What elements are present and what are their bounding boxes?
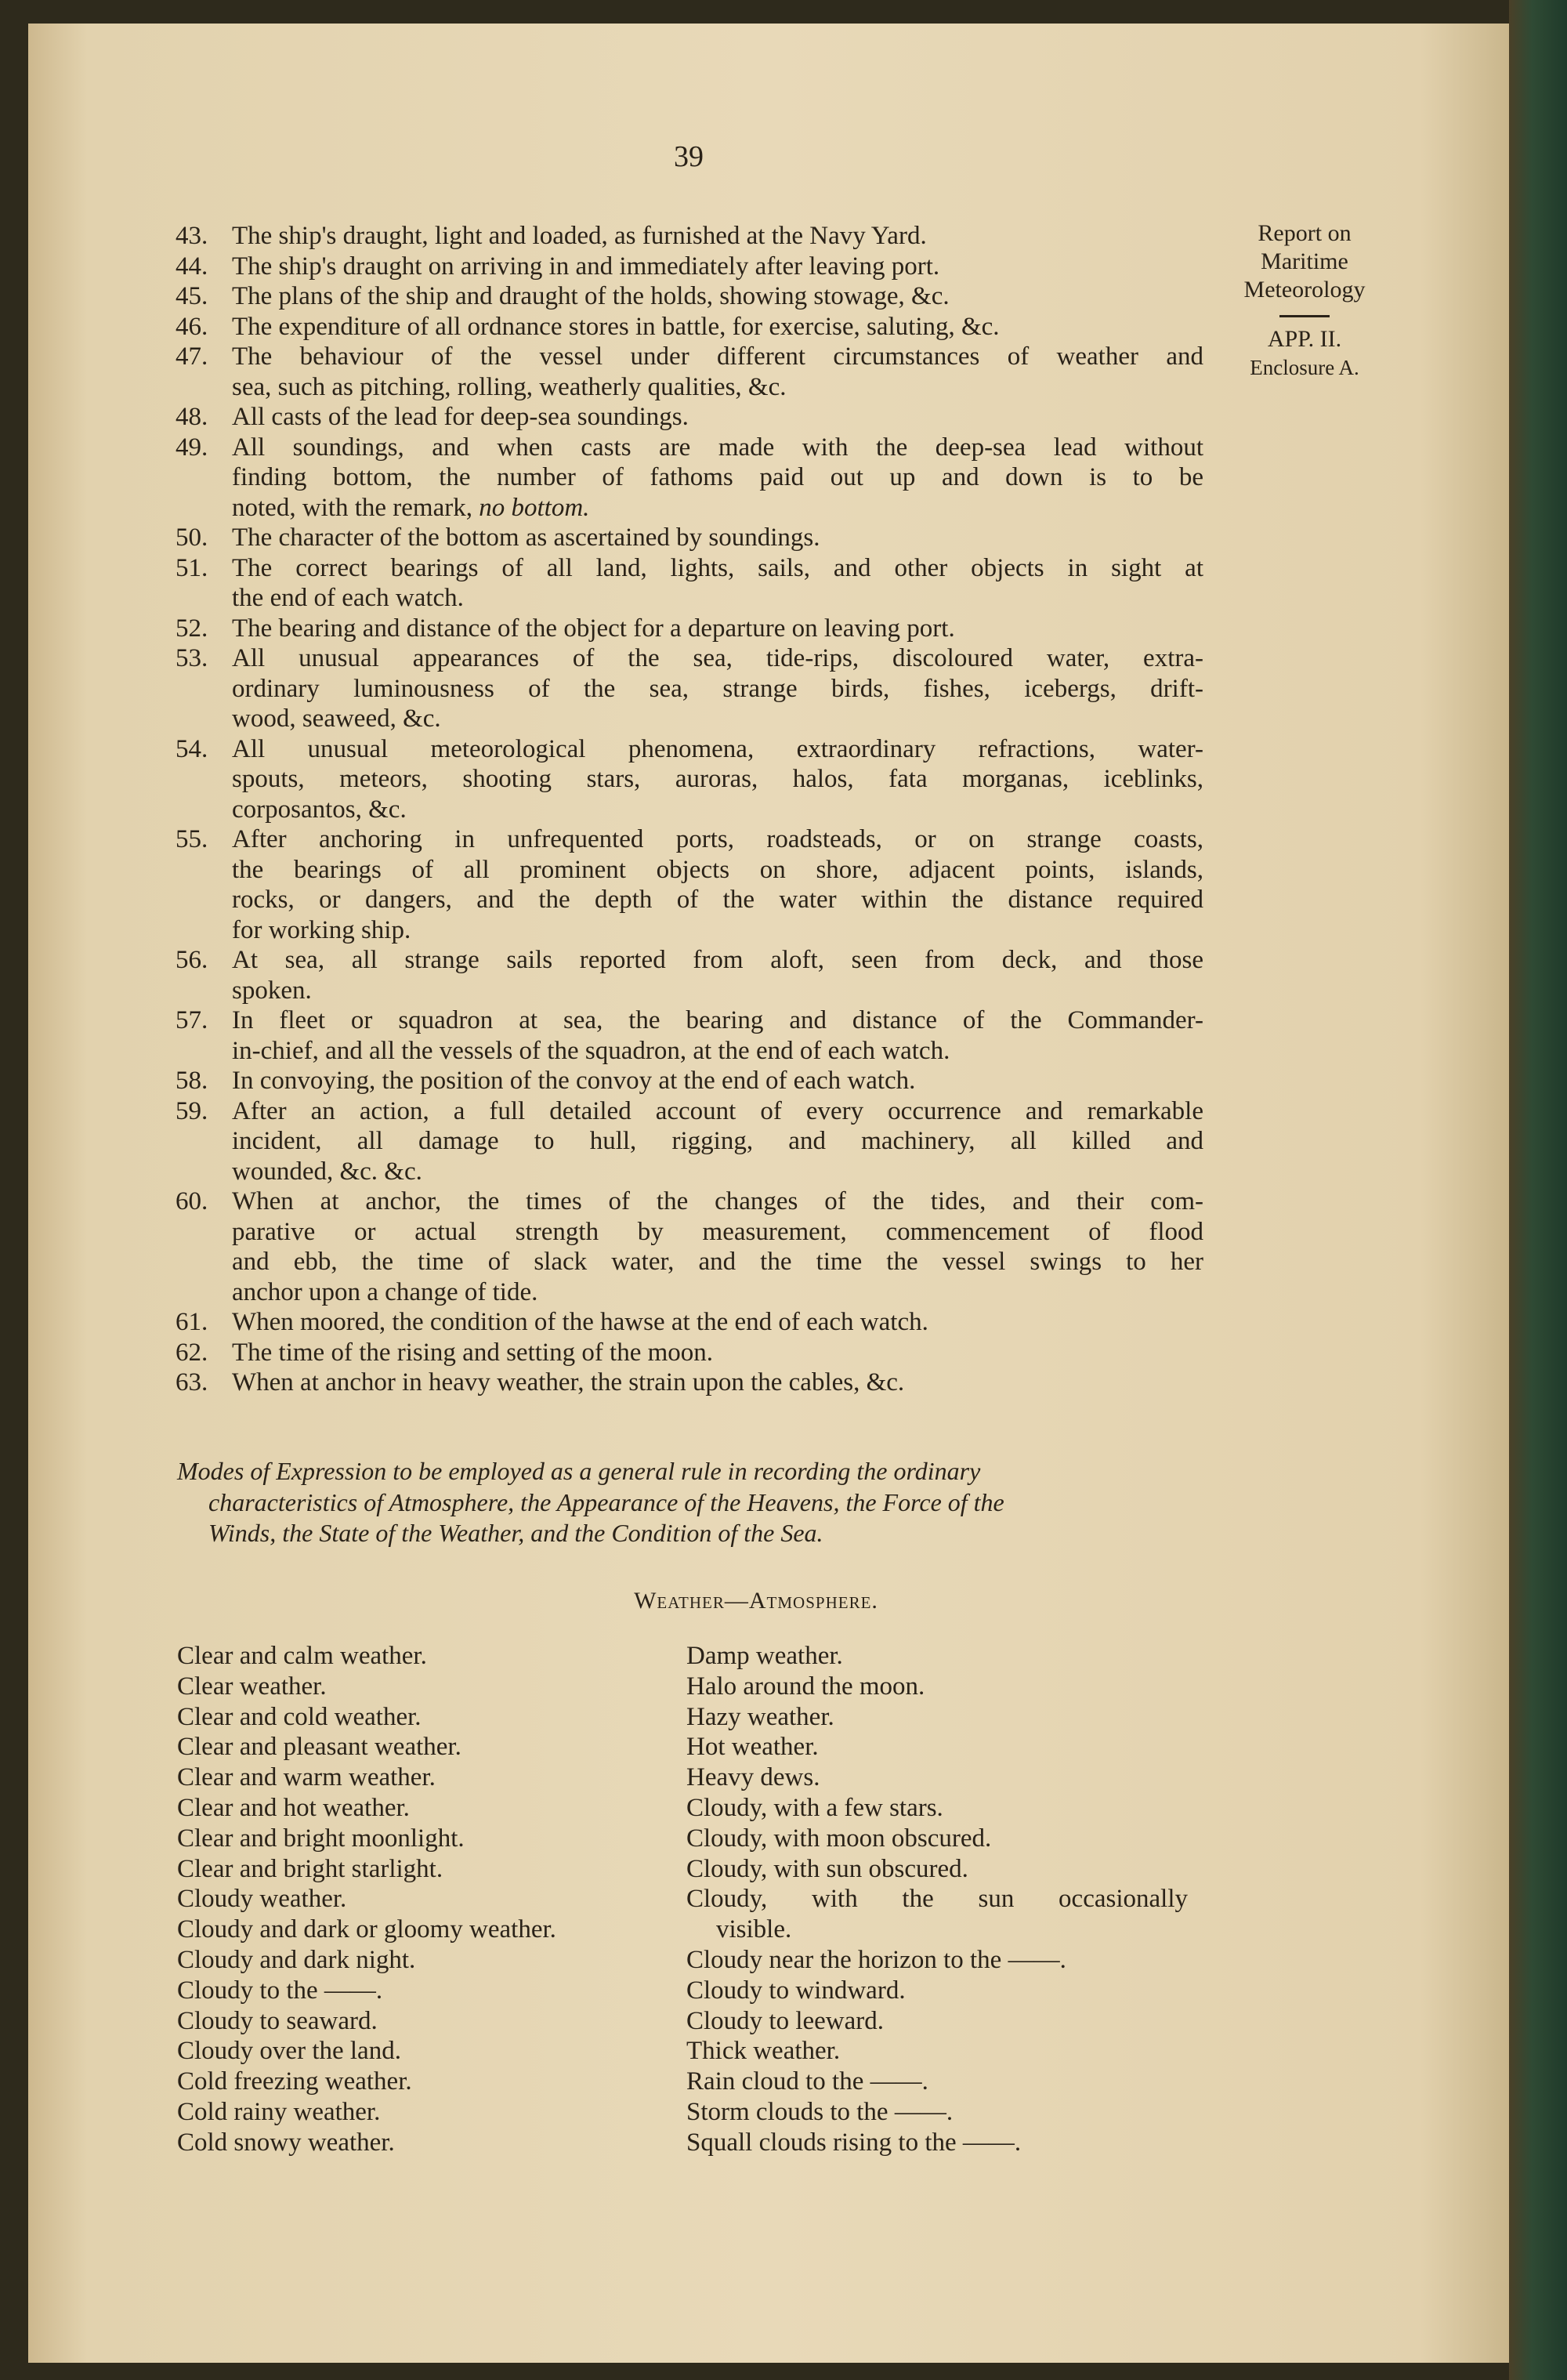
weather-phrase: Damp weather. [686, 1642, 843, 1670]
list-item [176, 342, 1203, 402]
list-item [176, 252, 1203, 282]
item-text-line: the bearings of all prominent objects on shore, adjacent points, islands, [232, 855, 1203, 884]
item-number: 43. [176, 222, 208, 250]
list-item [176, 433, 1203, 523]
item-text-line: When at anchor in heavy weather, the strain upon the cables, &c. [232, 1368, 905, 1396]
weather-phrase: Clear and bright moonlight. [177, 1824, 465, 1853]
item-number: 58. [176, 1067, 208, 1095]
weather-phrase: Halo around the moon. [686, 1672, 925, 1701]
item-text-line: The expenditure of all ordnance stores in battle, for exercise, saluting, &c. [232, 312, 1000, 341]
weather-phrase: Cloudy, with moon obscured. [686, 1824, 992, 1853]
weather-phrase: Rain cloud to the ——. [686, 2067, 928, 2096]
item-text-line: parative or actual strength by measurement, commencement of flood [232, 1217, 1203, 1246]
weather-phrase: Cloudy near the horizon to the ——. [686, 1945, 1066, 1974]
item-text-line: At sea, all strange sails reported from aloft, seen from deck, and those [232, 946, 1203, 974]
item-number: 54. [176, 734, 208, 763]
item-text-line: The behaviour of the vessel under different circumstances of weather and [232, 342, 1203, 371]
weather-phrase: Hazy weather. [686, 1702, 834, 1731]
weather-phrase: Heavy dews. [686, 1763, 820, 1792]
item-text-line: The plans of the ship and draught of the holds, showing stowage, &c. [232, 282, 950, 310]
item-number: 62. [176, 1338, 208, 1367]
item-number: 59. [176, 1096, 208, 1125]
book-binding-edge [1509, 0, 1567, 2380]
weather-phrase: Cloudy weather. [177, 1885, 347, 1914]
margin-note-line: Meteorology [1243, 277, 1366, 302]
weather-phrase: Clear and calm weather. [177, 1642, 427, 1670]
item-number: 47. [176, 342, 208, 371]
item-text-line: spouts, meteors, shooting stars, auroras, halos, fata morganas, iceblinks, [232, 765, 1203, 793]
item-number: 61. [176, 1308, 208, 1336]
list-item [176, 1096, 1203, 1187]
item-number: 55. [176, 825, 208, 853]
weather-phrase: Cold freezing weather. [177, 2067, 412, 2096]
margin-note-enclosure: Enclosure A. [1250, 356, 1359, 379]
item-number: 48. [176, 403, 208, 431]
item-number: 50. [176, 523, 208, 552]
item-text-line: In fleet or squadron at sea, the bearing and distance of the Commander- [232, 1006, 1203, 1034]
weather-phrase: Storm clouds to the ——. [686, 2097, 954, 2126]
item-number: 44. [176, 252, 208, 281]
list-item [176, 1066, 1203, 1096]
item-number: 51. [176, 553, 208, 582]
item-text-line: After anchoring in unfrequented ports, roadsteads, or on strange coasts, [232, 825, 1203, 853]
margin-note-line: Maritime [1261, 248, 1348, 274]
item-text-line: In convoying, the position of the convoy at the end of each watch. [232, 1067, 916, 1095]
item-number: 53. [176, 644, 208, 672]
item-number: 56. [176, 946, 208, 974]
heading-line: characteristics of Atmosphere, the Appearance of the Heavens, the Force of the [208, 1487, 1004, 1516]
list-item [176, 945, 1203, 1005]
item-text-line: All unusual appearances of the sea, tide-rips, discoloured water, extra- [232, 644, 1203, 672]
weather-phrase: Squall clouds rising to the ——. [686, 2128, 1022, 2157]
item-number: 46. [176, 312, 208, 341]
heading-line: Modes of Expression to be employed as a general rule in recording the ordinary [177, 1457, 981, 1485]
section-heading [177, 1456, 1203, 1549]
subheading-text: Weather—Atmosphere. [634, 1588, 878, 1614]
right-column [686, 1641, 1188, 2158]
weather-phrase: Clear weather. [177, 1672, 327, 1701]
weather-phrase: Cloudy, with the sun occasionally [686, 1885, 1188, 1914]
list-item [176, 643, 1203, 734]
item-text-line: incident, all damage to hull, rigging, and machinery, all killed and [232, 1127, 1203, 1155]
weather-phrase: Cloudy and dark night. [177, 1945, 416, 1974]
list-item [176, 281, 1203, 312]
item-number: 63. [176, 1368, 208, 1396]
item-text-line: All unusual meteorological phenomena, extraordinary refractions, water- [232, 734, 1203, 763]
item-number: 45. [176, 282, 208, 310]
margin-note [1218, 219, 1391, 382]
weather-phrase: Clear and bright starlight. [177, 1854, 443, 1883]
item-text-line: The ship's draught on arriving in and immediately after leaving port. [232, 252, 940, 281]
item-text-line: for working ship. [232, 915, 411, 944]
item-number: 57. [176, 1006, 208, 1034]
weather-phrase: Cloudy to seaward. [177, 2006, 378, 2035]
list-item [176, 1368, 1203, 1398]
weather-phrase: Cloudy to the ——. [177, 1976, 383, 2005]
item-text-line: When moored, the condition of the hawse at the end of each watch. [232, 1308, 928, 1336]
weather-phrase: Clear and hot weather. [177, 1793, 410, 1822]
list-item [176, 614, 1203, 644]
weather-phrase: Clear and warm weather. [177, 1763, 436, 1792]
list-item [176, 1338, 1203, 1368]
weather-phrase: Cloudy to leeward. [686, 2006, 885, 2035]
item-text-line: The time of the rising and setting of the moon. [232, 1338, 714, 1367]
item-text-line: The correct bearings of all land, lights, sails, and other objects in sight at [232, 553, 1203, 582]
item-text-line: All soundings, and when casts are made with the deep-sea lead without [232, 433, 1203, 462]
margin-note-line: Report on [1258, 220, 1352, 246]
page-number: 39 [674, 140, 704, 173]
list-item [176, 824, 1203, 945]
weather-phrase: Cloudy, with sun obscured. [686, 1854, 968, 1883]
heading-line: Winds, the State of the Weather, and the Condition of the Sea. [208, 1519, 823, 1547]
subheading [0, 1588, 1567, 1614]
weather-phrase: Cloudy and dark or gloomy weather. [177, 1915, 556, 1944]
list-item [176, 312, 1203, 342]
left-column [177, 1641, 556, 2158]
list-item [176, 734, 1203, 825]
item-text-line: sea, such as pitching, rolling, weatherly qualities, &c. [232, 372, 787, 401]
weather-phrase: Cold rainy weather. [177, 2097, 381, 2126]
list-item [176, 1186, 1203, 1307]
item-number: 52. [176, 614, 208, 643]
item-number: 60. [176, 1187, 208, 1215]
weather-phrase: Clear and pleasant weather. [177, 1733, 461, 1762]
weather-phrase: Clear and cold weather. [177, 1702, 422, 1731]
item-text-line: wood, seaweed, &c. [232, 705, 441, 733]
list-item [176, 221, 1203, 252]
weather-phrase: Cloudy over the land. [177, 2037, 401, 2066]
item-text-line: finding bottom, the number of fathoms paid out up and down is to be [232, 463, 1203, 491]
item-text-line: corposantos, &c. [232, 795, 407, 824]
margin-rule [1279, 315, 1330, 317]
item-text-line: The bearing and distance of the object for a departure on leaving port. [232, 614, 955, 643]
item-text-line: All casts of the lead for deep-sea soundings. [232, 403, 689, 431]
item-number: 49. [176, 433, 208, 462]
item-text-line: When at anchor, the times of the changes of the tides, and their com- [232, 1187, 1203, 1215]
weather-phrase: Cloudy, with a few stars. [686, 1793, 943, 1822]
item-text-line: The ship's draught, light and loaded, as furnished at the Navy Yard. [232, 222, 927, 250]
item-text-line: anchor upon a change of tide. [232, 1277, 538, 1306]
weather-phrase: Thick weather. [686, 2037, 841, 2066]
item-text-line: in-chief, and all the vessels of the squadron, at the end of each watch. [232, 1036, 950, 1065]
weather-phrase: Cold snowy weather. [177, 2128, 395, 2157]
weather-phrase: visible. [716, 1915, 792, 1944]
list-item [176, 523, 1203, 553]
item-text-line: wounded, &c. &c. [232, 1157, 422, 1186]
item-text-line: and ebb, the time of slack water, and the time the vessel swings to her [232, 1248, 1203, 1276]
list-item [176, 553, 1203, 614]
list-item [176, 1005, 1203, 1066]
list-item [176, 1307, 1203, 1338]
numbered-list [176, 221, 1203, 1398]
margin-note-app: APP. II. [1267, 326, 1342, 352]
item-text-line: After an action, a full detailed account of every occurrence and remarkable [232, 1096, 1203, 1125]
item-text-line: noted, with the remark, no bottom. [232, 493, 590, 522]
item-text-line: ordinary luminousness of the sea, strange birds, fishes, icebergs, drift- [232, 674, 1203, 703]
list-item [176, 402, 1203, 433]
weather-phrase: Cloudy to windward. [686, 1976, 906, 2005]
weather-phrase: Hot weather. [686, 1733, 819, 1762]
item-text-line: The character of the bottom as ascertained by soundings. [232, 523, 820, 552]
item-text-line: spoken. [232, 976, 312, 1005]
item-text-line: rocks, or dangers, and the depth of the water within the distance required [232, 886, 1203, 914]
item-text-line: the end of each watch. [232, 584, 464, 612]
